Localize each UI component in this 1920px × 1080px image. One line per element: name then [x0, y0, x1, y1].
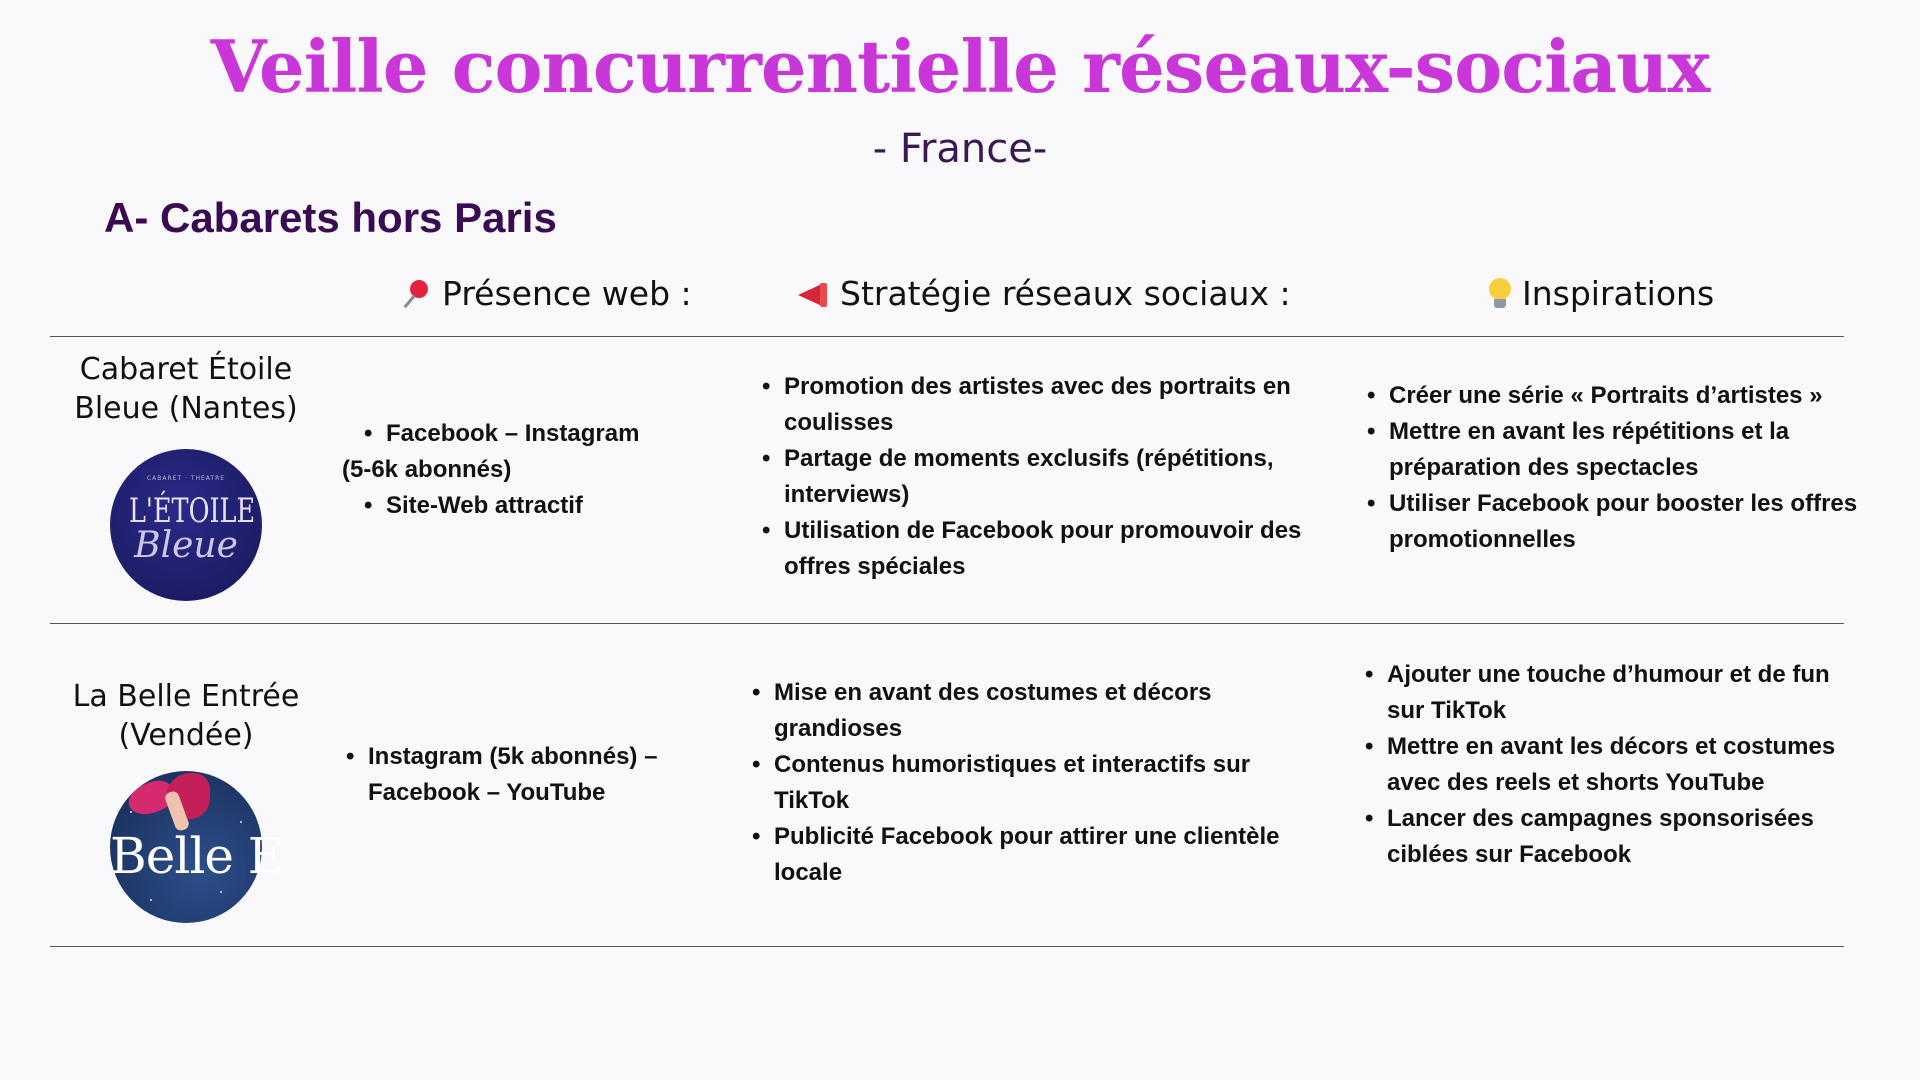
list-item: • Site-Web attractif [364, 488, 702, 524]
list-item: • Mettre en avant les décors et costumes avec des reels et shorts YouTube [1365, 729, 1855, 801]
la-belle-entree-logo [110, 771, 284, 923]
table-divider [50, 946, 1844, 947]
list-item: • Lancer des campagnes sponsorisées ciblées sur Facebook [1365, 801, 1855, 873]
column-header-inspirations-label: Inspirations [1522, 274, 1715, 313]
star-dot [220, 891, 222, 893]
list-item: • Utilisation de Facebook pour promouvoir des offres spéciales [762, 513, 1322, 585]
list-item: • Promotion des artistes avec des portraits en coulisses [762, 369, 1322, 441]
column-header-inspirations [1488, 274, 1714, 313]
presence-list [346, 739, 716, 811]
inspirations-list [1367, 378, 1867, 558]
star-dot [240, 821, 242, 823]
presence-list [342, 416, 702, 524]
list-item: • Créer une série « Portraits d’artistes » [1367, 378, 1867, 414]
cabaret-etoile-bleue-logo [110, 449, 262, 601]
megaphone-icon [796, 279, 830, 309]
list-item: • Mettre en avant les répétitions et la préparation des spectacles [1367, 414, 1867, 486]
table-divider [50, 336, 1844, 337]
column-header-strategie [796, 274, 1291, 313]
logo-main-text: L'ÉTOILE [129, 491, 256, 531]
strategie-list [762, 369, 1322, 585]
star-dot [150, 899, 152, 901]
logo-text: Belle E [110, 827, 284, 885]
star-dot [130, 811, 132, 813]
page-title: Veille concurrentielle réseaux-sociaux [210, 24, 1710, 109]
logo-script-text: Bleue [134, 525, 238, 566]
list-item: (5-6k abonnés) [342, 456, 512, 483]
inspirations-list [1365, 657, 1855, 873]
list-item: • Facebook – Instagram [364, 416, 702, 452]
list-item: • Utiliser Facebook pour booster les offres promotionnelles [1367, 486, 1867, 558]
column-header-strategie-label: Stratégie réseaux sociaux : [840, 274, 1291, 313]
list-item: • Publicité Facebook pour attirer une clientèle locale [752, 819, 1312, 891]
list-item: • Contenus humoristiques et interactifs sur TikTok [752, 747, 1312, 819]
column-header-presence [402, 274, 692, 313]
list-item: • Partage de moments exclusifs (répétitions, interviews) [762, 441, 1322, 513]
cabaret-name: Cabaret Étoile Bleue (Nantes) [74, 352, 298, 426]
strategie-list [752, 675, 1312, 891]
list-item: • Ajouter une touche d’humour et de fun sur TikTok [1365, 657, 1855, 729]
list-item: • Instagram (5k abonnés) – Facebook – YouTube [346, 739, 716, 811]
logo-top-text: CABARET · THEATRE [146, 475, 226, 482]
page-subtitle: - France- [872, 126, 1048, 172]
lightbulb-icon [1488, 278, 1512, 310]
pin-icon [402, 279, 432, 309]
cabaret-name: La Belle Entrée (Vendée) [72, 679, 300, 753]
list-item: • Mise en avant des costumes et décors grandioses [752, 675, 1312, 747]
section-heading: A- Cabarets hors Paris [104, 194, 557, 241]
column-header-presence-label: Présence web : [442, 274, 692, 313]
table-divider [50, 623, 1844, 624]
